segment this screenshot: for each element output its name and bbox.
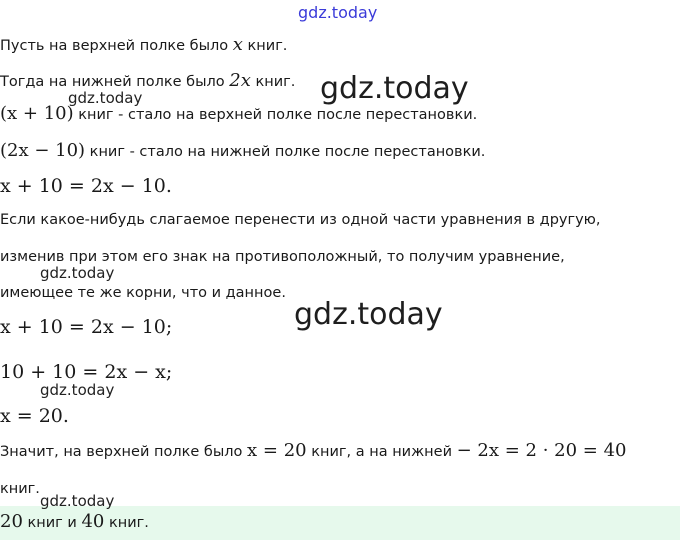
- line-3: [0, 104, 477, 125]
- conclusion-math-2: − 2x = 2 · 20 = 40: [456, 440, 627, 461]
- line-4-expr: (2x − 10): [0, 140, 86, 161]
- equation-1: x + 10 = 2x − 10.: [0, 175, 172, 197]
- line-2: [0, 71, 295, 92]
- equation-4: x = 20.: [0, 405, 69, 427]
- line-2-text: Тогда на нижней полке было: [0, 74, 230, 90]
- rule-line-3: имеющее те же корни, что и данное.: [0, 285, 286, 301]
- conclusion-mid: книг, а на нижней: [306, 444, 457, 460]
- conclusion-tail: книг.: [0, 481, 40, 497]
- watermark-large-2: gdz.today: [294, 297, 443, 332]
- answer-tail: книг.: [104, 515, 149, 531]
- rule-line-1: Если какое-нибудь слагаемое перенести из одной части уравнения в другую,: [0, 212, 601, 228]
- line-4-text: книг - стало на нижней полке после перестановки.: [85, 144, 486, 160]
- watermark-small-2: gdz.today: [40, 264, 115, 282]
- line-2-tail: книг.: [250, 74, 296, 90]
- equation-3: 10 + 10 = 2x − x;: [0, 361, 173, 383]
- watermark-large-1: gdz.today: [320, 71, 469, 106]
- watermark-small-3: gdz.today: [40, 381, 115, 399]
- line-3-text: книг - стало на верхней полке после перестановки.: [73, 107, 478, 123]
- line-1-text: Пусть на верхней полке было: [0, 38, 233, 54]
- line-1-var: x: [232, 34, 243, 55]
- equation-2: x + 10 = 2x − 10;: [0, 316, 173, 338]
- conclusion-text: Значит, на верхней полке было: [0, 444, 248, 460]
- line-4: [0, 141, 485, 162]
- line-3-expr: (x + 10): [0, 103, 74, 124]
- conclusion-math-1: x = 20: [247, 440, 307, 461]
- watermark-small-4: gdz.today: [40, 492, 115, 510]
- answer-line: [0, 512, 149, 533]
- answer-mid: книг и: [22, 515, 82, 531]
- line-2-var: 2x: [229, 70, 251, 91]
- line-1: [0, 35, 287, 56]
- line-1-tail: книг.: [242, 38, 288, 54]
- conclusion-line: [0, 441, 627, 462]
- answer-number-1: 20: [0, 511, 23, 532]
- answer-number-2: 40: [81, 511, 105, 532]
- watermark-small-1: gdz.today: [68, 89, 143, 107]
- rule-line-2: изменив при этом его знак на противоположный, то получим уравнение,: [0, 249, 565, 265]
- watermark-top: gdz.today: [298, 3, 378, 22]
